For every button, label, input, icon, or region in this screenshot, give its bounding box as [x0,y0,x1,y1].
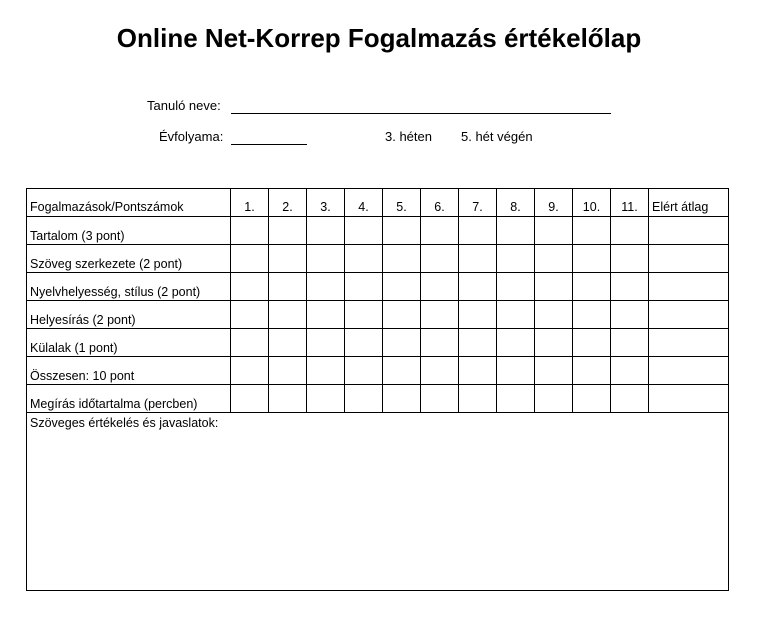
header-column-3: 3. [307,189,345,217]
row-label: Helyesírás (2 pont) [27,301,231,329]
score-cell[interactable] [611,357,649,385]
score-cell[interactable] [497,245,535,273]
score-cell[interactable] [573,329,611,357]
score-cell[interactable] [231,329,269,357]
score-cell[interactable] [611,329,649,357]
score-cell[interactable] [307,357,345,385]
week3-label: 3. héten [385,129,432,144]
table-row [27,385,729,413]
row-label: Nyelvhelyesség, stílus (2 pont) [27,273,231,301]
score-cell[interactable] [345,273,383,301]
score-cell[interactable] [535,273,573,301]
score-cell[interactable] [573,245,611,273]
page-title: Online Net-Korrep Fogalmazás értékelőlap [116,23,642,53]
table-row [27,273,729,301]
score-cell[interactable] [611,273,649,301]
score-cell[interactable] [421,217,459,245]
score-cell[interactable] [383,385,421,413]
score-cell[interactable] [649,385,729,413]
score-cell[interactable] [497,217,535,245]
score-cell[interactable] [307,329,345,357]
score-cell[interactable] [307,217,345,245]
score-cell[interactable] [269,385,307,413]
student-name-line[interactable] [231,113,611,114]
header-column-7: 7. [459,189,497,217]
score-cell[interactable] [573,273,611,301]
score-cell[interactable] [535,245,573,273]
score-cell[interactable] [421,273,459,301]
score-cell[interactable] [269,217,307,245]
score-cell[interactable] [497,329,535,357]
score-cell[interactable] [535,357,573,385]
score-cell[interactable] [535,329,573,357]
score-cell[interactable] [611,245,649,273]
score-cell[interactable] [269,245,307,273]
score-cell[interactable] [383,217,421,245]
score-cell[interactable] [611,385,649,413]
score-cell[interactable] [231,245,269,273]
score-cell[interactable] [459,301,497,329]
score-cell[interactable] [383,301,421,329]
score-cell[interactable] [383,273,421,301]
score-cell[interactable] [421,385,459,413]
score-cell[interactable] [421,301,459,329]
score-cell[interactable] [497,273,535,301]
score-cell[interactable] [307,245,345,273]
table-row [27,301,729,329]
header-column-8: 8. [497,189,535,217]
score-cell[interactable] [497,385,535,413]
score-cell[interactable] [307,385,345,413]
score-cell[interactable] [459,329,497,357]
score-cell[interactable] [269,273,307,301]
student-name-label: Tanuló neve: [147,98,221,113]
header-column-4: 4. [345,189,383,217]
score-cell[interactable] [459,217,497,245]
score-cell[interactable] [421,329,459,357]
score-cell[interactable] [345,217,383,245]
score-cell[interactable] [231,273,269,301]
score-cell[interactable] [497,357,535,385]
header-column-11: 11. [611,189,649,217]
header-column-9: 9. [535,189,573,217]
table-row [27,329,729,357]
score-cell[interactable] [573,217,611,245]
evaluation-table [26,188,729,591]
score-cell[interactable] [535,217,573,245]
score-cell[interactable] [459,385,497,413]
table-row [27,245,729,273]
score-cell[interactable] [231,301,269,329]
row-label: Tartalom (3 pont) [27,217,231,245]
score-cell[interactable] [611,301,649,329]
score-cell[interactable] [459,357,497,385]
score-cell[interactable] [535,385,573,413]
header-column-5: 5. [383,189,421,217]
score-cell[interactable] [345,301,383,329]
score-cell[interactable] [573,301,611,329]
table-row [27,357,729,385]
score-cell[interactable] [231,357,269,385]
score-cell[interactable] [383,245,421,273]
header-first-cell: Fogalmazások/Pontszámok [27,189,231,217]
score-cell[interactable] [497,301,535,329]
score-cell[interactable] [421,357,459,385]
header-column-1: 1. [231,189,269,217]
score-cell[interactable] [269,329,307,357]
score-cell[interactable] [649,217,729,245]
row-label: Megírás időtartalma (percben) [27,385,231,413]
score-cell[interactable] [649,245,729,273]
header-column-6: 6. [421,189,459,217]
grade-line[interactable] [231,144,307,145]
score-cell[interactable] [345,245,383,273]
score-cell[interactable] [307,273,345,301]
score-cell[interactable] [231,217,269,245]
row-label: Szöveg szerkezete (2 pont) [27,245,231,273]
score-cell[interactable] [649,357,729,385]
header-column-10: 10. [573,189,611,217]
score-cell[interactable] [573,357,611,385]
score-cell[interactable] [535,301,573,329]
header-column-2: 2. [269,189,307,217]
grade-label: Évfolyama: [159,129,224,144]
comment-box[interactable] [27,413,729,591]
row-label: Összesen: 10 pont [27,357,231,385]
score-cell[interactable] [459,273,497,301]
header-average-cell: Elért átlag [649,189,729,217]
score-cell[interactable] [269,357,307,385]
table-header-row [27,189,729,217]
score-cell[interactable] [345,357,383,385]
score-cell[interactable] [573,385,611,413]
score-cell[interactable] [383,329,421,357]
comment-label: Szöveges értékelés és javaslatok: [30,416,219,430]
score-cell[interactable] [231,385,269,413]
score-cell[interactable] [459,245,497,273]
score-cell[interactable] [269,301,307,329]
score-cell[interactable] [649,273,729,301]
score-cell[interactable] [421,245,459,273]
score-cell[interactable] [611,217,649,245]
table-row [27,217,729,245]
score-cell[interactable] [345,385,383,413]
score-cell[interactable] [649,329,729,357]
score-cell[interactable] [649,301,729,329]
score-cell[interactable] [307,301,345,329]
comment-row [27,413,729,591]
score-cell[interactable] [383,357,421,385]
score-cell[interactable] [345,329,383,357]
row-label: Külalak (1 pont) [27,329,231,357]
week5-label: 5. hét végén [461,129,533,144]
